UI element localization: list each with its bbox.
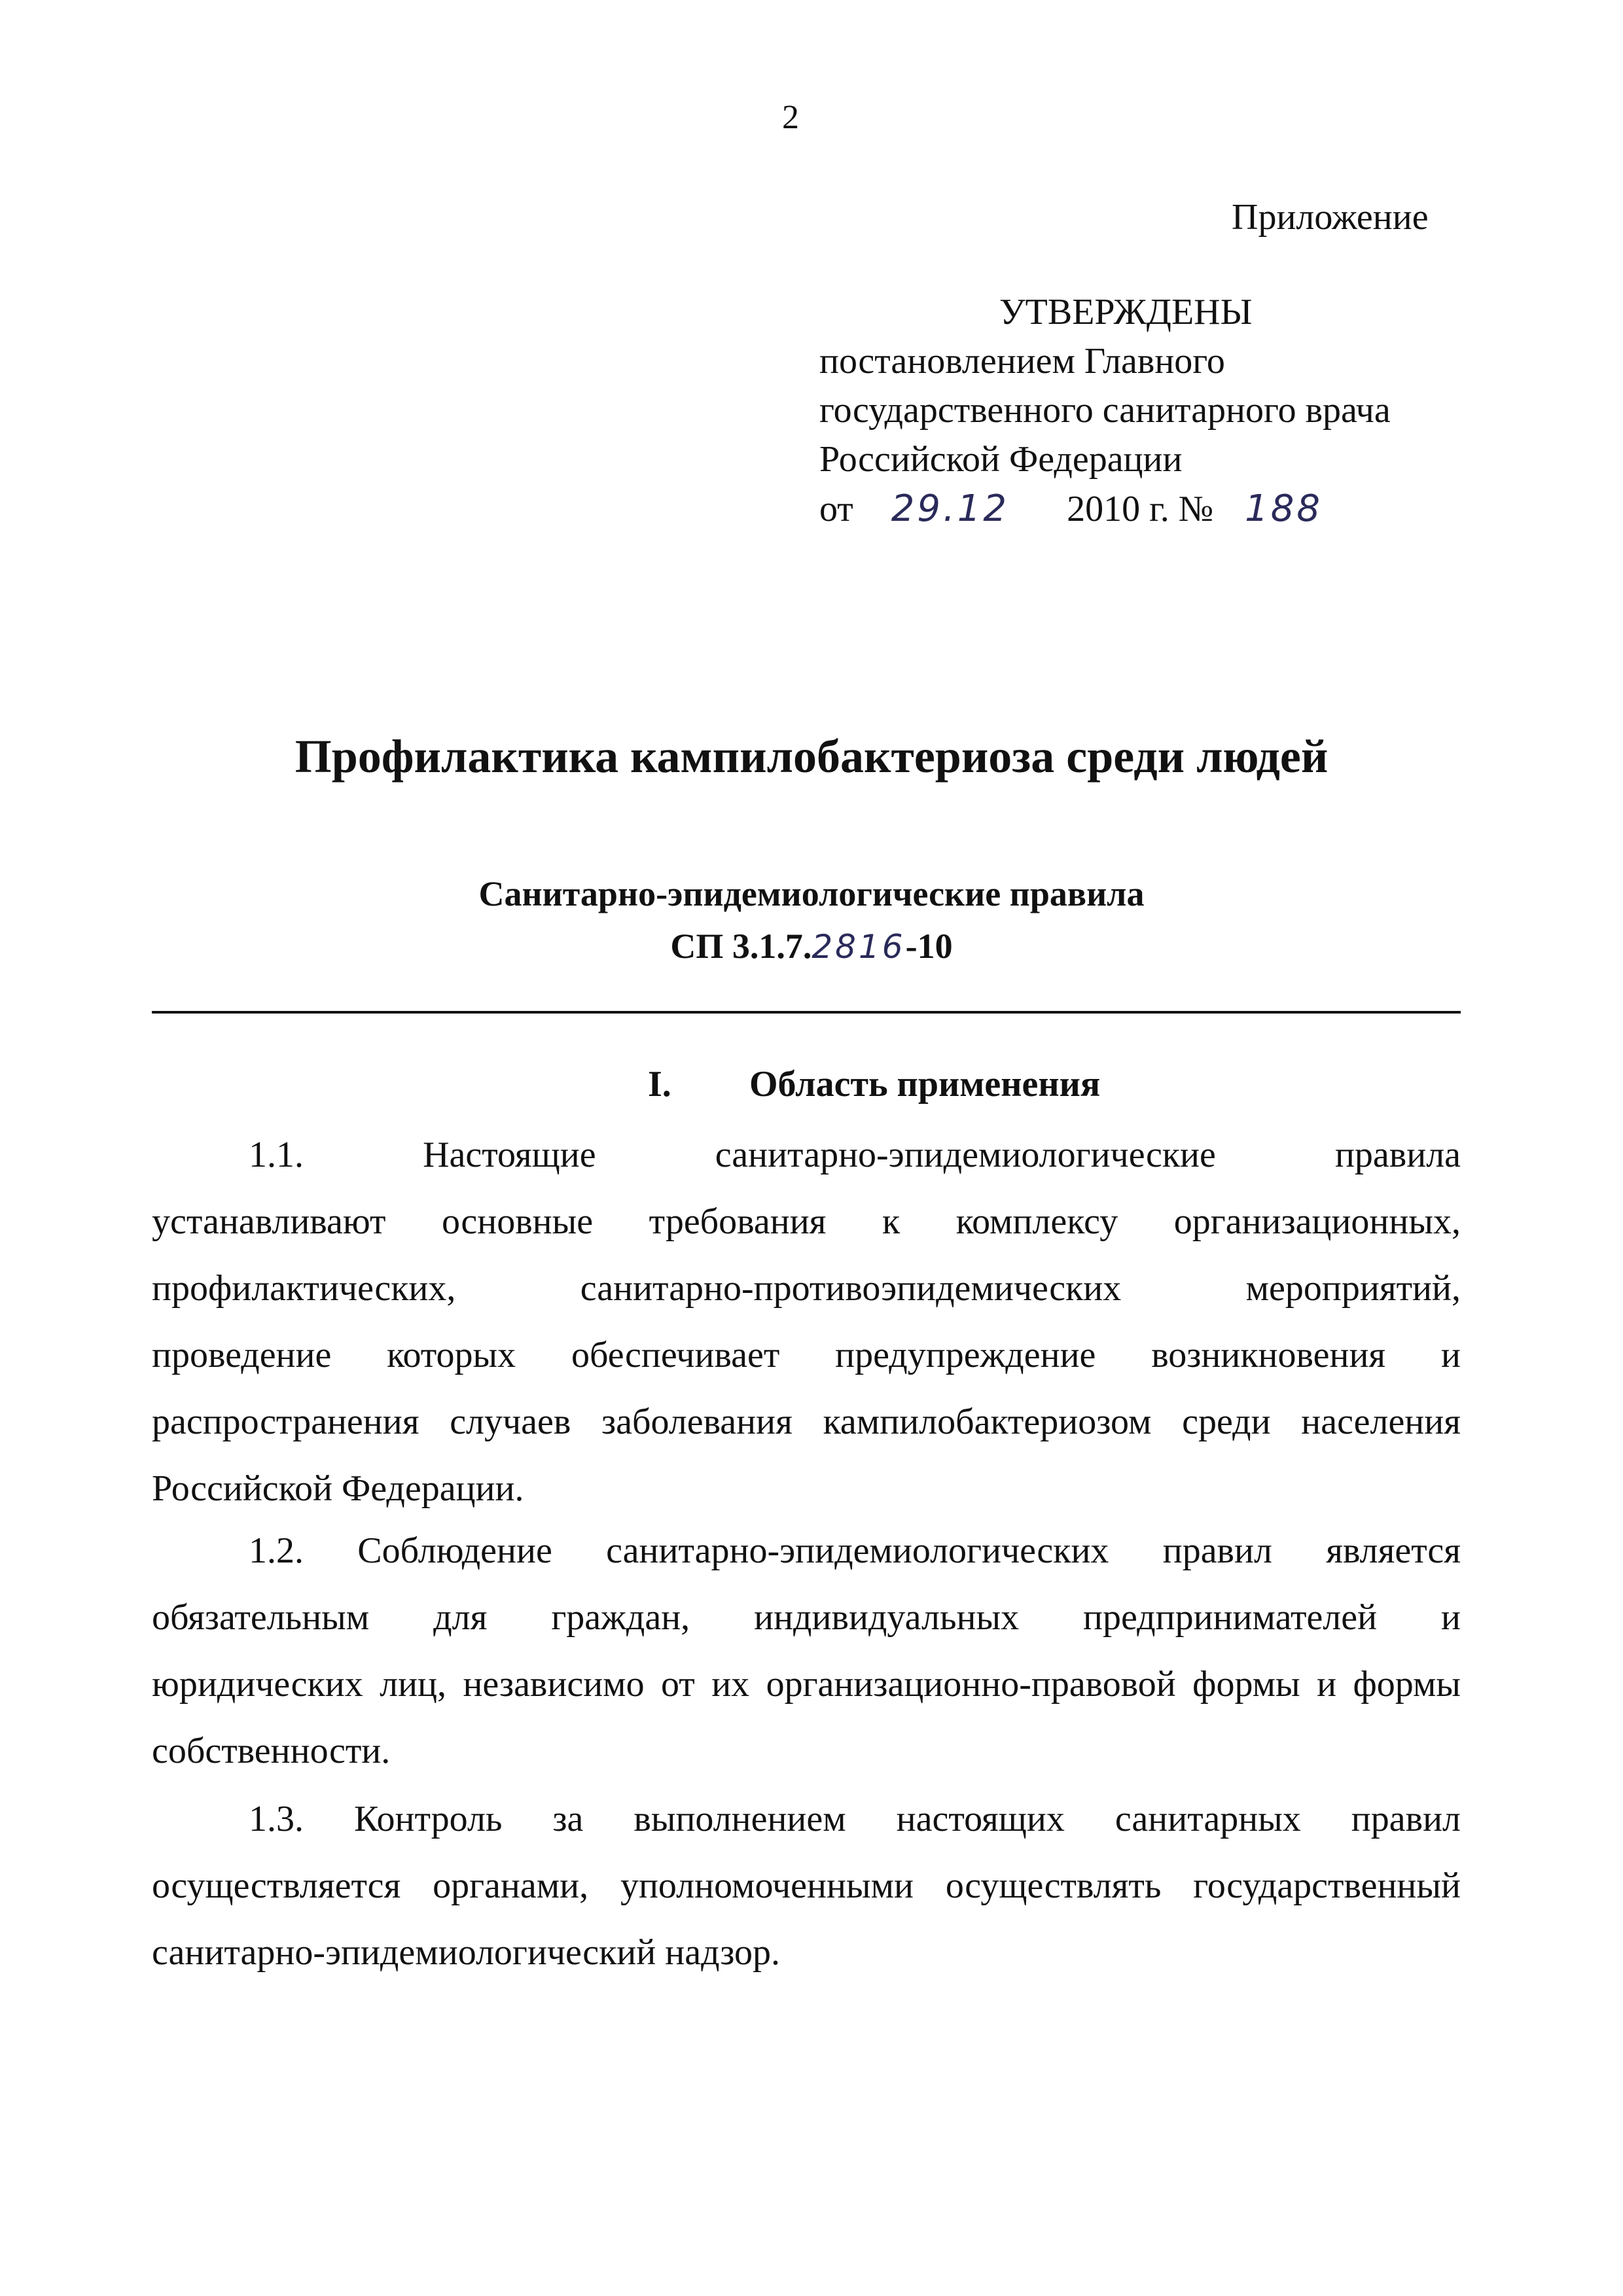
page-number: 2 [782, 99, 799, 136]
document-code [0, 926, 1623, 966]
paragraph-1-1 [152, 1132, 1461, 1532]
text-line: распространения случаев заболевания кампилобактериозом среди населения [152, 1402, 1461, 1442]
paragraph-1-3 [152, 1796, 1461, 1996]
paragraph-1-2 [152, 1528, 1461, 1795]
handwritten-number: 188 [1245, 487, 1323, 530]
text-line: проведение которых обеспечивает предупреждение возникновения и [152, 1335, 1461, 1375]
document-title: Профилактика кампилобактериоза среди людей [294, 730, 1329, 783]
appendix-label: Приложение [1232, 197, 1429, 238]
date-prefix: от [819, 489, 853, 529]
text-line: юридических лиц, независимо от их организационно-правовой формы и формы [152, 1664, 1461, 1704]
text-line: Российской Федерации. [152, 1468, 524, 1509]
text-line: обязательным для граждан, индивидуальных предпринимателей и [152, 1597, 1461, 1638]
section-number: I. [648, 1064, 671, 1104]
text-line: 1.2. Соблюдение санитарно-эпидемиологических правил является [249, 1530, 1461, 1571]
handwritten-code-number: 2816 [812, 928, 906, 966]
code-suffix: -10 [905, 927, 953, 966]
text-line: 1.3. Контроль за выполнением настоящих санитарных правил [249, 1799, 1461, 1839]
text-line: осуществляется органами, уполномоченными осуществлять государственный [152, 1865, 1461, 1906]
handwritten-date: 29.12 [891, 487, 1010, 530]
text-line: собственности. [152, 1731, 391, 1771]
horizontal-rule [152, 1011, 1461, 1014]
approval-heading: УТВЕРЖДЕНЫ [999, 292, 1253, 332]
code-prefix: СП 3.1.7. [670, 927, 812, 966]
text-line: 1.1. Настоящие санитарно-эпидемиологические правила [249, 1135, 1461, 1175]
document-subtitle: Санитарно-эпидемиологические правила [478, 874, 1145, 913]
approval-line-2: государственного санитарного врача [819, 390, 1391, 431]
approval-line-1: постановлением Главного [819, 341, 1225, 381]
approval-date-line [819, 484, 1323, 534]
section-title: Область применения [749, 1064, 1101, 1104]
approval-line-3: Российской Федерации [819, 439, 1183, 480]
text-line: устанавливают основные требования к комплексу организационных, [152, 1201, 1461, 1242]
year-and-number-label: 2010 г. № [1067, 489, 1214, 529]
text-line: санитарно-эпидемиологический надзор. [152, 1932, 781, 1973]
text-line: профилактических, санитарно-противоэпидемических мероприятий, [152, 1268, 1461, 1309]
